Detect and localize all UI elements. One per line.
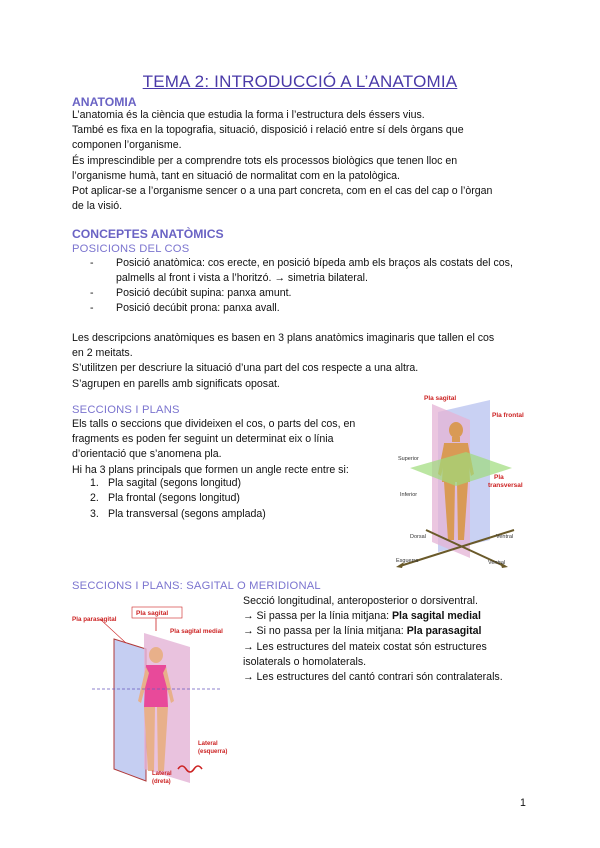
- label-superior: Superior: [398, 456, 419, 462]
- text-line: Hi ha 3 plans principals que formen un angle recte entre si:: [72, 463, 349, 476]
- text-line: en 2 meitats.: [72, 347, 133, 360]
- text-line: l’organisme humà, tant en situació de normalitat com en la patològica.: [72, 169, 400, 182]
- label-pla-sagital: Pla sagital: [136, 610, 169, 617]
- text-line: isolaterals o homolaterals.: [243, 655, 367, 668]
- list-item: [90, 301, 530, 316]
- parasagittal-plane-shape: [114, 639, 146, 781]
- label-transversal: transversal: [488, 482, 523, 489]
- item-text: Pla transversal (segons amplada): [108, 507, 266, 520]
- page-number: 1: [520, 797, 526, 809]
- plans-paragraph: [72, 331, 542, 392]
- seccions-paragraph: [72, 417, 372, 478]
- item-text: Pla frontal (segons longitud): [108, 492, 240, 505]
- item-number: 3.: [90, 507, 99, 520]
- item-number: 2.: [90, 492, 99, 505]
- sagittal-planes-figure: [70, 603, 242, 793]
- subheading-seccions: SECCIONS I PLANS: [72, 404, 180, 416]
- text-line: Pot aplicar-se a l’organisme sencer o a una part concreta, com en el cas del cap o l’òrgan: [72, 185, 493, 198]
- text-line: S’utilitzen per descriure la situació d’una part del cos respecte a una altra.: [72, 362, 419, 375]
- label-lateral-dreta: Lateral: [152, 771, 172, 777]
- list-item: [90, 286, 530, 301]
- text-span: → Si no passa per la línia mitjana:: [243, 625, 407, 638]
- list-item: [90, 256, 530, 286]
- text-line: palmells al front i vista a l’horitzó. → simetria bilateral.: [116, 272, 368, 284]
- bold-term: Pla sagital medial: [391, 610, 481, 623]
- text-line: [243, 609, 543, 624]
- anatomical-planes-figure: [392, 390, 528, 568]
- anatomia-paragraph: [72, 108, 542, 214]
- section-heading-conceptes: CONCEPTES ANATÒMICS: [72, 227, 224, 241]
- text-line: fragments es poden fer seguint un determinat eix o línia: [72, 433, 334, 446]
- label-pla-frontal: Pla frontal: [492, 412, 524, 419]
- sagital-paragraph: [243, 594, 543, 685]
- list-item: [82, 491, 362, 506]
- label-pla: Pla: [494, 474, 504, 481]
- label-lateral-esquerra: Lateral: [198, 741, 218, 747]
- list-item: [82, 507, 362, 522]
- item-text: Pla sagital (segons longitud): [108, 477, 242, 489]
- label-ventral-top: Ventral: [496, 534, 514, 540]
- plans-list: [82, 476, 362, 522]
- text-line: Els talls o seccions que divideixen el cos, o parts del cos, en: [72, 418, 356, 430]
- text-line: - Posició anatòmica: cos erecte, en posició bípeda amb els braços als costats del cos,: [116, 257, 513, 269]
- label-ventral: Ventral: [488, 560, 506, 566]
- text-line: Posició decúbit supina: panxa amunt.: [116, 287, 292, 299]
- subheading-posicions: POSICIONS DEL COS: [72, 243, 190, 255]
- text-line: L’anatomia és la ciència que estudia la forma i l’estructura dels éssers vius.: [72, 109, 425, 121]
- text-span: → Si passa per la línia mitjana:: [243, 610, 392, 623]
- text-line: d’orientació que s’anomena pla.: [72, 448, 222, 461]
- text-line: Secció longitudinal, anteroposterior o dorsiventral.: [243, 595, 478, 607]
- text-line: componen l’organisme.: [72, 139, 182, 152]
- label-pla-sagital-medial: Pla sagital medial: [170, 628, 223, 635]
- posicions-list: [90, 256, 530, 316]
- list-item: [82, 476, 362, 491]
- text-line: És imprescindible per a comprendre tots els processos biològics que tenen lloc en: [72, 154, 458, 167]
- item-number: 1.: [90, 477, 99, 489]
- label-esquerra: Esquerra: [396, 558, 419, 564]
- label-pla-parasagital: Pla parasagital: [72, 616, 117, 623]
- label-lateral-dreta-paren: (dreta): [152, 779, 171, 785]
- page-title: TEMA 2: INTRODUCCIÓ A L’ANATOMIA: [142, 72, 458, 91]
- text-line: de la visió.: [72, 200, 123, 213]
- label-inferior: Inferior: [400, 492, 418, 498]
- text-line: S’agrupen en parells amb significats oposat.: [72, 377, 280, 390]
- label-pla-sagital: Pla sagital: [424, 395, 457, 402]
- text-line: → Les estructures del mateix costat són estructures: [243, 640, 487, 653]
- bold-term: Pla parasagital: [406, 625, 482, 638]
- label-dorsal: Dorsal: [410, 534, 426, 540]
- text-line: [243, 624, 543, 639]
- section-heading-anatomia: ANATOMIA: [72, 95, 137, 109]
- text-line: També es fixa en la topografia, situació, disposició i relació entre sí dels òrgans que: [72, 124, 464, 137]
- text-line: Les descripcions anatòmiques es basen en 3 plans anatòmics imaginaris que tallen el cos: [72, 332, 495, 344]
- text-line: Posició decúbit prona: panxa avall.: [116, 302, 280, 314]
- subheading-sagital: SECCIONS I PLANS: SAGITAL O MERIDIONAL: [72, 580, 321, 592]
- text-line: → Les estructures del cantó contrari són contralaterals.: [243, 671, 503, 684]
- label-lateral-esquerra-paren: (esquerra): [198, 749, 228, 755]
